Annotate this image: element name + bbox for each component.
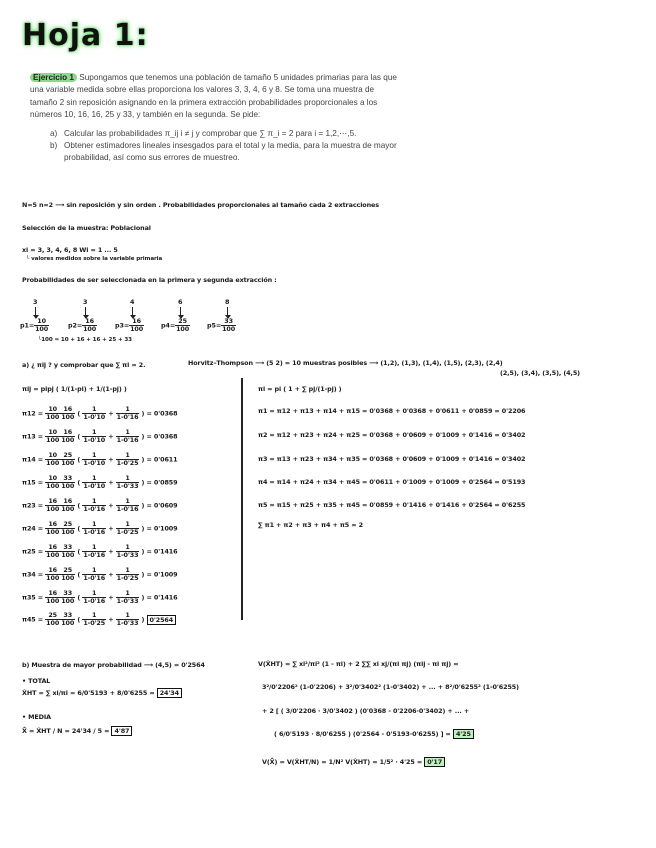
prob-item-3: p3= $\frac{16}{100}$ <box>115 317 144 333</box>
prob-title: Probabilidades de ser seleccionada en la primera y segunda extracción : <box>22 276 277 284</box>
arrow-down-icon <box>132 307 133 316</box>
part-a-method-cont: (2,5), (3,4), (3,5), (4,5) <box>500 369 581 377</box>
prob-top-5: 8 <box>225 298 230 306</box>
pij-row: π15 = $\frac{10}{100}$ $\frac{33}{100}$ ( $\frac{1}{1-0'10}$ + $\frac{1}{1-0'33}$ ) = 0'0859 <box>22 474 178 490</box>
arrow-down-icon <box>227 307 228 316</box>
arrow-down-icon <box>85 307 86 316</box>
prob-item-1: p1= $\frac{10}{100}$ <box>20 317 49 333</box>
variance-mean: V(X̄̂) = V(X̂HT/N) = 1/N² V(X̂HT) = 1/5² · 4'25 = 0'17 <box>262 758 445 766</box>
exercise-intro: Supongamos que tenemos una población de tamaño 5 unidades primarias para las que una variable medida sobre ellas proporciona los valores 3, 3, 4, 6 y 8. Se toma una muestra de tamaño 2 sin reposición asignando en la primera extracción probabilidades proporcionales a los números 10, 16, 16, 25 y 33, y también en la segunda. Se pide: <box>30 73 397 120</box>
mean-estimator: X̄̂ = X̂HT / N = 24'34 / 5 = 4'87 <box>22 727 132 735</box>
pij-formula: πij = pipj ( 1/(1-pi) + 1/(1-pj) ) <box>22 385 127 393</box>
pi-formula: πi = pi ( 1 + ∑ pj/(1-pj) ) <box>258 385 342 393</box>
selection-line: Selección de la muestra: Poblacional <box>22 224 151 232</box>
pij-row: π25 = $\frac{16}{100}$ $\frac{33}{100}$ ( $\frac{1}{1-0'16}$ + $\frac{1}{1-0'33}$ ) = 0'1416 <box>22 543 178 559</box>
part-a-heading: a) ¿ πij ? y comprobar que ∑ πi = 2. <box>22 361 146 369</box>
pi-row: π4 = π14 + π24 + π34 + π45 = 0'0611 + 0'1009 + 0'1009 + 0'2564 = 0'5193 <box>258 478 526 486</box>
prob-top-4: 6 <box>178 298 183 306</box>
exercise-item-a: a) Calcular las probabilidades π_ij i ≠ j y comprobar que ∑ π_i = 2 para i = 1,2,⋯,5. <box>50 128 357 138</box>
pij-row: π34 = $\frac{16}{100}$ $\frac{25}{100}$ ( $\frac{1}{1-0'16}$ + $\frac{1}{1-0'25}$ ) = 0'1009 <box>22 566 178 582</box>
variance-line: V(X̂HT) = ∑ xi²/πi² (1 - πi) + 2 ∑∑ xi xj/(πi πj) (πij - πi πj) = <box>258 660 459 668</box>
prob-top-2: 3 <box>83 298 88 306</box>
prob-item-2: p2= $\frac{16}{100}$ <box>68 317 97 333</box>
part-b-heading: b) Muestra de mayor probabilidad ⟶ (4,5) = 0'2564 <box>22 661 205 669</box>
pij-row: π12 = $\frac{10}{100}$ $\frac{16}{100}$ ( $\frac{1}{1-0'10}$ + $\frac{1}{1-0'16}$ ) = 0'0368 <box>22 405 178 421</box>
exercise-badge: Ejercicio 1 <box>30 73 77 82</box>
column-divider <box>241 378 243 620</box>
arrow-down-icon <box>180 307 181 316</box>
pi-row: π2 = π12 + π23 + π24 + π25 = 0'0368 + 0'0609 + 0'1009 + 0'1416 = 0'3402 <box>258 431 526 439</box>
exercise-statement <box>30 72 400 165</box>
variance-line: + 2 [ ( 3/0'2206 · 3/0'3402 ) (0'0368 - 0'2206·0'3402) + ... + <box>262 707 470 715</box>
variance-mean-value: 0'17 <box>424 757 445 767</box>
variance-line: ( 6/0'5193 · 8/0'6255 ) (0'2564 - 0'5193·0'6255) ] = 4'25 <box>274 730 474 738</box>
prob-item-5: p5= $\frac{33}{100}$ <box>207 317 236 333</box>
pi-row: π3 = π13 + π23 + π34 + π35 = 0'0368 + 0'0609 + 0'1009 + 0'1416 = 0'3402 <box>258 455 526 463</box>
variance-total-value: 4'25 <box>453 729 474 739</box>
pij-row: π24 = $\frac{16}{100}$ $\frac{25}{100}$ ( $\frac{1}{1-0'16}$ + $\frac{1}{1-0'25}$ ) = 0'1009 <box>22 520 178 536</box>
mean-value: 4'87 <box>111 726 132 736</box>
values-line: xi = 3, 3, 4, 6, 8 Wi = 1 ... 5 <box>22 246 118 254</box>
exercise-items <box>50 128 400 165</box>
arrow-down-icon <box>35 307 36 316</box>
setup-line: N=5 n=2 ⟶ sin reposición y sin orden . Probabilidades proporcionales al tamaño cada 2 extracciones <box>22 201 379 209</box>
prob-item-4: p4= $\frac{25}{100}$ <box>161 317 190 333</box>
pi-row: π5 = π15 + π25 + π35 + π45 = 0'0859 + 0'1416 + 0'1416 + 0'2564 = 0'6255 <box>258 501 526 509</box>
pij-row: π13 = $\frac{10}{100}$ $\frac{16}{100}$ ( $\frac{1}{1-0'10}$ + $\frac{1}{1-0'16}$ ) = 0'0368 <box>22 428 178 444</box>
total-estimator: X̂HT = ∑ xi/πi = 6/0'5193 + 8/0'6255 = 24'34 <box>22 689 182 697</box>
pi-sum-row: ∑ π1 + π2 + π3 + π4 + π5 = 2 <box>258 521 363 529</box>
exercise-item-b: b) Obtener estimadores lineales insesgados para el total y la media, para la muestra de mayor probabilidad, así como sus errores de muestreo. <box>50 141 397 163</box>
pi-row: π1 = π12 + π13 + π14 + π15 = 0'0368 + 0'0368 + 0'0611 + 0'0859 = 0'2206 <box>258 407 526 415</box>
pij-row: π23 = $\frac{16}{100}$ $\frac{16}{100}$ ( $\frac{1}{1-0'16}$ + $\frac{1}{1-0'16}$ ) = 0'0609 <box>22 497 178 513</box>
part-a-method: Horvitz–Thompson ⟶ (5 2) = 10 muestras posibles ⟶ (1,2), (1,3), (1,4), (1,5), (2,3), (2,4) <box>188 359 503 367</box>
pij-row: π35 = $\frac{16}{100}$ $\frac{33}{100}$ ( $\frac{1}{1-0'16}$ + $\frac{1}{1-0'33}$ ) = 0'1416 <box>22 589 178 605</box>
prob-top-1: 3 <box>33 298 38 306</box>
page-title: Hoja 1: <box>22 18 149 53</box>
values-subline: └ valores medidos sobre la variable primaria <box>26 256 163 262</box>
prob-sum-note: └100 = 10 + 16 + 16 + 25 + 33 <box>38 337 132 343</box>
total-value: 24'34 <box>157 688 182 698</box>
variance-line: 3²/0'2206² (1-0'2206) + 3²/0'3402² (1-0'3402) + ... + 8²/0'6255² (1-0'6255) <box>262 683 519 691</box>
prob-top-3: 4 <box>130 298 135 306</box>
total-label: • TOTAL <box>22 677 51 685</box>
pij-row: π14 = $\frac{10}{100}$ $\frac{25}{100}$ ( $\frac{1}{1-0'10}$ + $\frac{1}{1-0'25}$ ) = 0'0611 <box>22 451 178 467</box>
mean-label: • MEDIA <box>22 713 51 721</box>
pij-row: π45 = $\frac{25}{100}$ $\frac{33}{100}$ ( $\frac{1}{1-0'25}$ + $\frac{1}{1-0'33}$ ) 0'2564 <box>22 612 176 627</box>
